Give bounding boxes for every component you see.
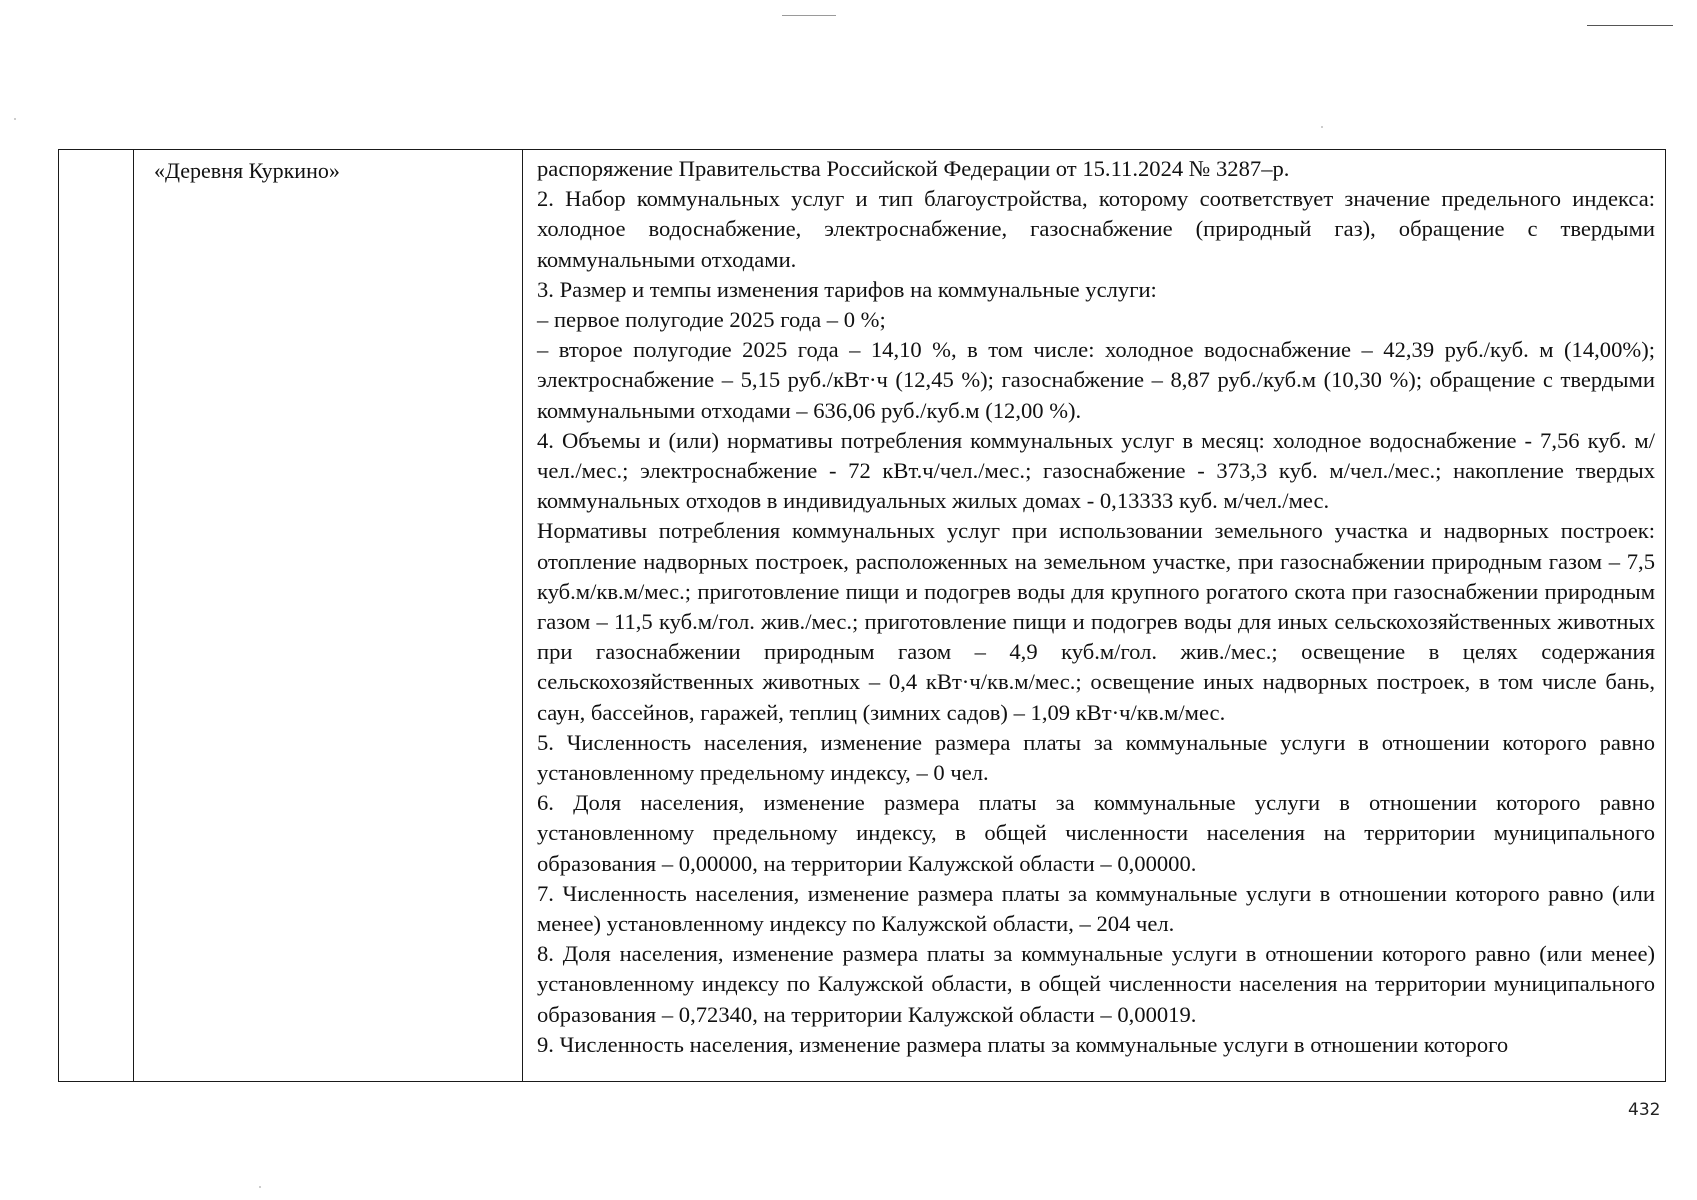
paragraph-2-services-set: 2. Набор коммунальных услуг и тип благоустройства, которому соответствует значение предельного индекса: холодное водоснабжение, электроснабжение, газоснабжение (природный газ), обращение с твердыми коммунальными отходами. [537, 186, 1655, 272]
paragraph-9-population-count: 9. Численность населения, изменение размера платы за коммунальные услуги в отношении которого [537, 1031, 1509, 1057]
paragraph-3-tariffs-heading: 3. Размер и темпы изменения тарифов на коммунальные услуги: [537, 276, 1157, 302]
page-number: 432 [1628, 1100, 1661, 1120]
paragraph-3-second-half: – второе полугодие 2025 года – 14,10 %, в том числе: холодное водоснабжение – 42,39 руб./куб. м (14,00%); электроснабжение – 5,15 руб./кВт·ч (12,45 %); газоснабжение – 8,87 руб./куб.м (10,30 %); обращение с твердыми коммунальными отходами – 636,06 руб./куб.м (12,00 %). [537, 337, 1655, 423]
paragraph-5-population-count: 5. Численность населения, изменение размера платы за коммунальные услуги в отношении которого равно установленному предельному индексу, – 0 чел. [537, 729, 1655, 786]
paragraph-4-land-plot-norms: Нормативы потребления коммунальных услуг при использовании земельного участка и надворных построек: отопление надворных построек, расположенных на земельном участке, при газоснабжении природным газом – 7,5 куб.м/кв.м/мес.; приготовление пищи и подогрев воды для крупного рогатого скота при газоснабжении природным газом – 11,5 куб.м/гол. жив./мес.; приготовление пищи и подогрев воды для иных сельскохозяйственных животных при газоснабжении природным газом – 4,9 куб.м/гол. жив./мес.; освещение в целях содержания сельскохозяйственных животных – 0,4 кВт·ч/кв.м/мес.; освещение иных надворных построек, в том числе бань, саун, бассейнов, гаражей, теплиц (зимних садов) – 1,09 кВт·ч/кв.м/мес. [537, 518, 1655, 725]
municipality-name-cell [134, 150, 523, 1081]
paragraph-4-consumption-volumes: 4. Объемы и (или) нормативы потребления коммунальных услуг в месяц: холодное водоснабжение - 7,56 куб. м/чел./мес.; электроснабжение - 72 кВт.ч/чел./мес.; газоснабжение - 373,3 куб. м/чел./мес.; накопление твердых коммунальных отходов в индивидуальных жилых домах - 0,13333 куб. м/чел./мес. [537, 427, 1655, 514]
document-table [58, 149, 1666, 1082]
paragraph-8-population-share: 8. Доля населения, изменение размера платы за коммунальные услуги в отношении которого равно (или менее) установленному индексу по Калужской области, в общей численности населения на территории муниципального образования – 0,72340, на территории Калужской области – 0,00019. [537, 941, 1655, 1027]
municipality-name: «Деревня Куркино» [154, 158, 340, 183]
scan-artifact-dot [14, 118, 16, 120]
paragraph-7-population-count: 7. Численность населения, изменение размера платы за коммунальные услуги в отношении которого равно (или менее) установленному индексу по Калужской области, – 204 чел. [537, 880, 1655, 937]
scan-artifact-line [1587, 25, 1673, 26]
scan-artifact-dot [1321, 126, 1323, 128]
paragraph-6-population-share: 6. Доля населения, изменение размера платы за коммунальные услуги в отношении которого равно установленному предельному индексу, в общей численности населения на территории муниципального образования – 0,00000, на территории Калужской области – 0,00000. [537, 790, 1655, 876]
paragraph-decree-reference: распоряжение Правительства Российской Федерации от 15.11.2024 № 3287–р. [537, 156, 1290, 181]
scan-artifact-line [782, 15, 836, 16]
paragraph-3-first-half: – первое полугодие 2025 года – 0 %; [537, 307, 886, 333]
row-number-cell [59, 150, 134, 1081]
scan-artifact-dot [259, 1186, 261, 1188]
indicators-cell [523, 150, 1665, 1081]
